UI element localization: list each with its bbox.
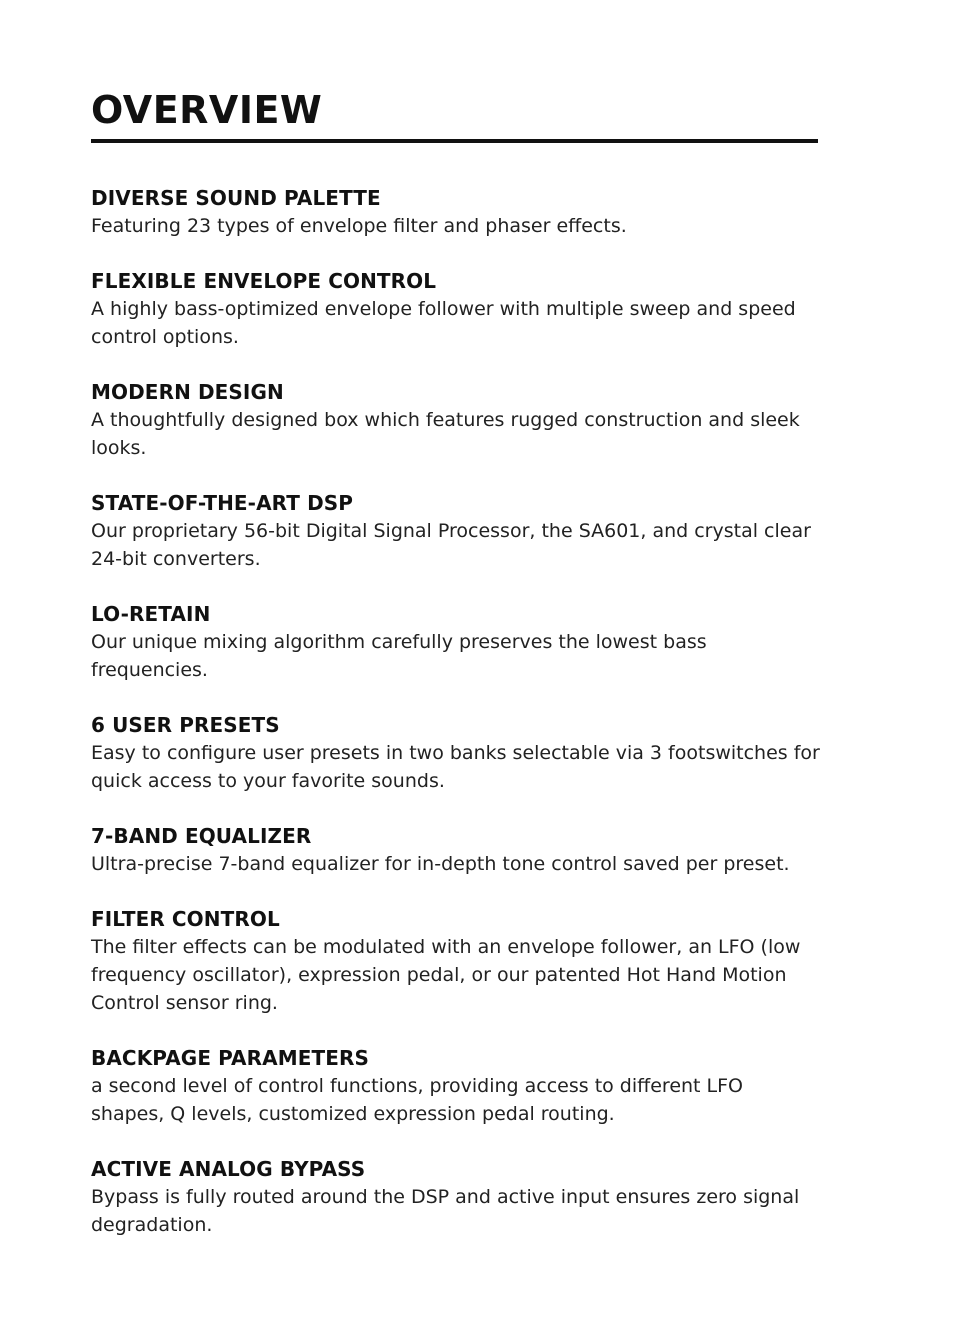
page-title: OVERVIEW [91, 88, 323, 132]
feature-description: Featuring 23 types of envelope filter and phaser effects. [91, 215, 627, 237]
feature-description: A highly bass-optimized envelope follower with multiple sweep and speed control options. [91, 298, 796, 348]
feature-item-modern-design [91, 378, 851, 462]
feature-heading: FLEXIBLE ENVELOPE CONTROL [91, 269, 437, 293]
feature-heading: ACTIVE ANALOG BYPASS [91, 1157, 366, 1181]
feature-description: a second level of control functions, providing access to different LFO shapes, Q levels, customized expression pedal routing. [91, 1075, 744, 1125]
feature-list [91, 184, 851, 1266]
feature-heading: 7-BAND EQUALIZER [91, 824, 312, 848]
feature-description: Easy to configure user presets in two banks selectable via 3 footswitches for quick access to your favorite sounds. [91, 742, 820, 792]
feature-item-filter-control [91, 905, 851, 1017]
feature-heading: 6 USER PRESETS [91, 713, 280, 737]
feature-item-active-analog-bypass [91, 1155, 851, 1239]
feature-description: Bypass is fully routed around the DSP and active input ensures zero signal degradation. [91, 1186, 800, 1236]
feature-description: Our unique mixing algorithm carefully preserves the lowest bass frequencies. [91, 631, 707, 681]
feature-heading: BACKPAGE PARAMETERS [91, 1046, 369, 1070]
feature-item-state-of-the-art-dsp [91, 489, 851, 573]
feature-description: The filter effects can be modulated with an envelope follower, an LFO (low frequency oscillator), expression pedal, or our patented Hot Hand Motion Control sensor ring. [91, 936, 801, 1014]
feature-heading: DIVERSE SOUND PALETTE [91, 186, 381, 210]
feature-description: A thoughtfully designed box which features rugged construction and sleek looks. [91, 409, 800, 459]
feature-item-diverse-sound-palette [91, 184, 851, 240]
feature-item-user-presets [91, 711, 851, 795]
feature-item-7-band-equalizer [91, 822, 851, 878]
feature-item-flexible-envelope-control [91, 267, 851, 351]
feature-description: Our proprietary 56-bit Digital Signal Processor, the SA601, and crystal clear 24-bit converters. [91, 520, 811, 570]
feature-heading: MODERN DESIGN [91, 380, 284, 404]
feature-heading: STATE-OF-THE-ART DSP [91, 491, 354, 515]
feature-item-lo-retain [91, 600, 851, 684]
feature-description: Ultra-precise 7-band equalizer for in-depth tone control saved per preset. [91, 853, 790, 875]
feature-item-backpage-parameters [91, 1044, 851, 1128]
title-divider [91, 139, 818, 143]
feature-heading: LO-RETAIN [91, 602, 211, 626]
feature-heading: FILTER CONTROL [91, 907, 280, 931]
